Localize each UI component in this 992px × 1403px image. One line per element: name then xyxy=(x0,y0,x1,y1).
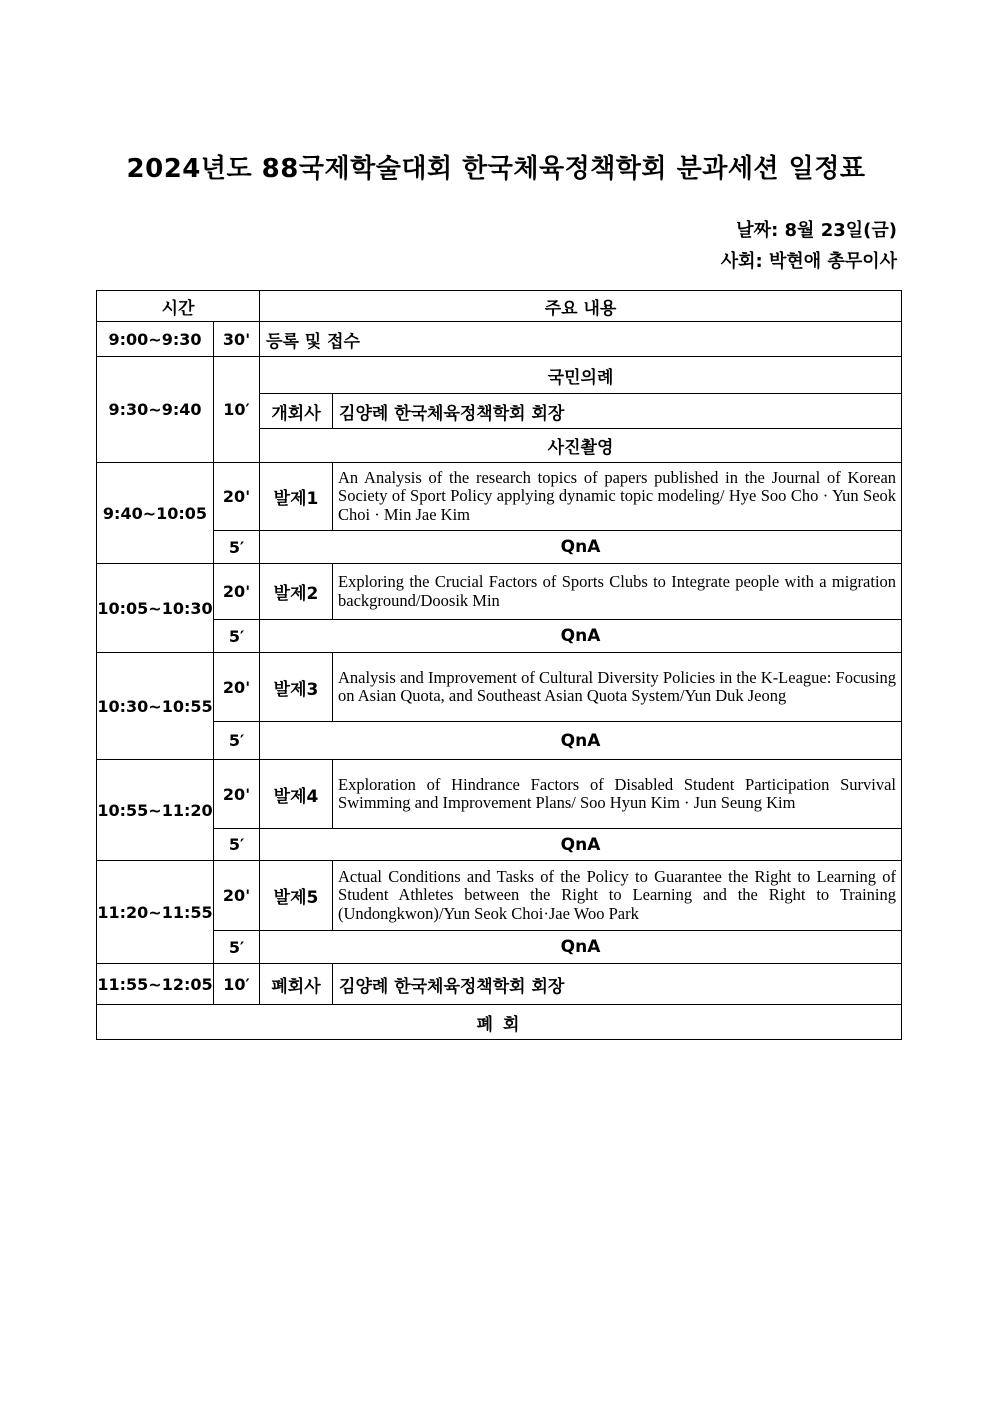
qna-cell: QnA xyxy=(260,531,902,564)
row-label: 발제4 xyxy=(260,760,333,829)
pledge-cell: 국민의례 xyxy=(260,357,902,394)
table-header-row xyxy=(97,291,902,322)
row-label: 발제1 xyxy=(260,463,333,531)
table-row xyxy=(97,322,902,357)
row-content: 등록 및 접수 xyxy=(260,322,902,357)
row-time: 10:30~10:55 xyxy=(97,653,214,760)
event-host: 사회: 박현애 총무이사 xyxy=(720,251,897,272)
row-label: 발제5 xyxy=(260,861,333,931)
table-row xyxy=(97,357,902,394)
qna-cell: QnA xyxy=(260,620,902,653)
row-time: 11:20~11:55 xyxy=(97,861,214,964)
table-row xyxy=(97,964,902,1005)
qna-duration: 5′ xyxy=(214,829,260,861)
paper-title: Actual Conditions and Tasks of the Policy to Guarantee the Right to Learning of Student Athletes between the Right to Learning and the Right to Training (Undongkwon)/Yun Seok Choi·Jae Woo Park xyxy=(333,861,902,931)
table-row xyxy=(97,620,902,653)
paper-title: Exploring the Crucial Factors of Sports Clubs to Integrate people with a migration background/Doosik Min xyxy=(333,564,902,620)
row-label: 개회사 xyxy=(260,394,333,429)
paper-title: Analysis and Improvement of Cultural Diversity Policies in the K-League: Focusing on Asian Quota, and Southeast Asian Quota System/Yun Duk Jeong xyxy=(333,653,902,722)
row-duration: 20' xyxy=(214,653,260,722)
row-duration: 30' xyxy=(214,322,260,357)
photo-cell: 사진촬영 xyxy=(260,429,902,463)
row-label: 발제3 xyxy=(260,653,333,722)
row-content: 김양례 한국체육정책학회 회장 xyxy=(333,964,902,1005)
table-row xyxy=(97,722,902,760)
qna-cell: QnA xyxy=(260,931,902,964)
schedule-table xyxy=(96,290,902,1040)
page-title: 2024년도 88국제학술대회 한국체육정책학회 분과세션 일정표 xyxy=(126,154,866,184)
table-row xyxy=(97,564,902,620)
row-time: 9:40~10:05 xyxy=(97,463,214,564)
row-time: 9:00~9:30 xyxy=(97,322,214,357)
row-time: 9:30~9:40 xyxy=(97,357,214,463)
row-label: 발제2 xyxy=(260,564,333,620)
row-time: 11:55~12:05 xyxy=(97,964,214,1005)
header-content: 주요 내용 xyxy=(260,291,902,322)
header-time: 시간 xyxy=(97,291,260,322)
closing-cell: 폐 회 xyxy=(97,1005,902,1040)
event-date: 날짜: 8월 23일(금) xyxy=(736,220,897,241)
row-duration: 20' xyxy=(214,564,260,620)
qna-duration: 5′ xyxy=(214,722,260,760)
qna-cell: QnA xyxy=(260,722,902,760)
row-duration: 10′ xyxy=(214,357,260,463)
row-time: 10:55~11:20 xyxy=(97,760,214,861)
row-duration: 10′ xyxy=(214,964,260,1005)
table-row xyxy=(97,653,902,722)
qna-duration: 5′ xyxy=(214,531,260,564)
table-row xyxy=(97,760,902,829)
row-duration: 20' xyxy=(214,760,260,829)
table-row xyxy=(97,531,902,564)
row-time: 10:05~10:30 xyxy=(97,564,214,653)
paper-title: Exploration of Hindrance Factors of Disabled Student Participation Survival Swimming and Improvement Plans/ Soo Hyun Kim · Jun Seung Kim xyxy=(333,760,902,829)
qna-duration: 5′ xyxy=(214,931,260,964)
table-footer-row xyxy=(97,1005,902,1040)
row-label: 폐회사 xyxy=(260,964,333,1005)
table-row xyxy=(97,463,902,531)
row-duration: 20' xyxy=(214,861,260,931)
row-duration: 20' xyxy=(214,463,260,531)
paper-title: An Analysis of the research topics of papers published in the Journal of Korean Society of Sport Policy applying dynamic topic modeling/ Hye Soo Cho · Yun Seok Choi · Min Jae Kim xyxy=(333,463,902,531)
row-content: 김양례 한국체육정책학회 회장 xyxy=(333,394,902,429)
qna-cell: QnA xyxy=(260,829,902,861)
table-row xyxy=(97,861,902,931)
table-row xyxy=(97,931,902,964)
qna-duration: 5′ xyxy=(214,620,260,653)
table-row xyxy=(97,829,902,861)
